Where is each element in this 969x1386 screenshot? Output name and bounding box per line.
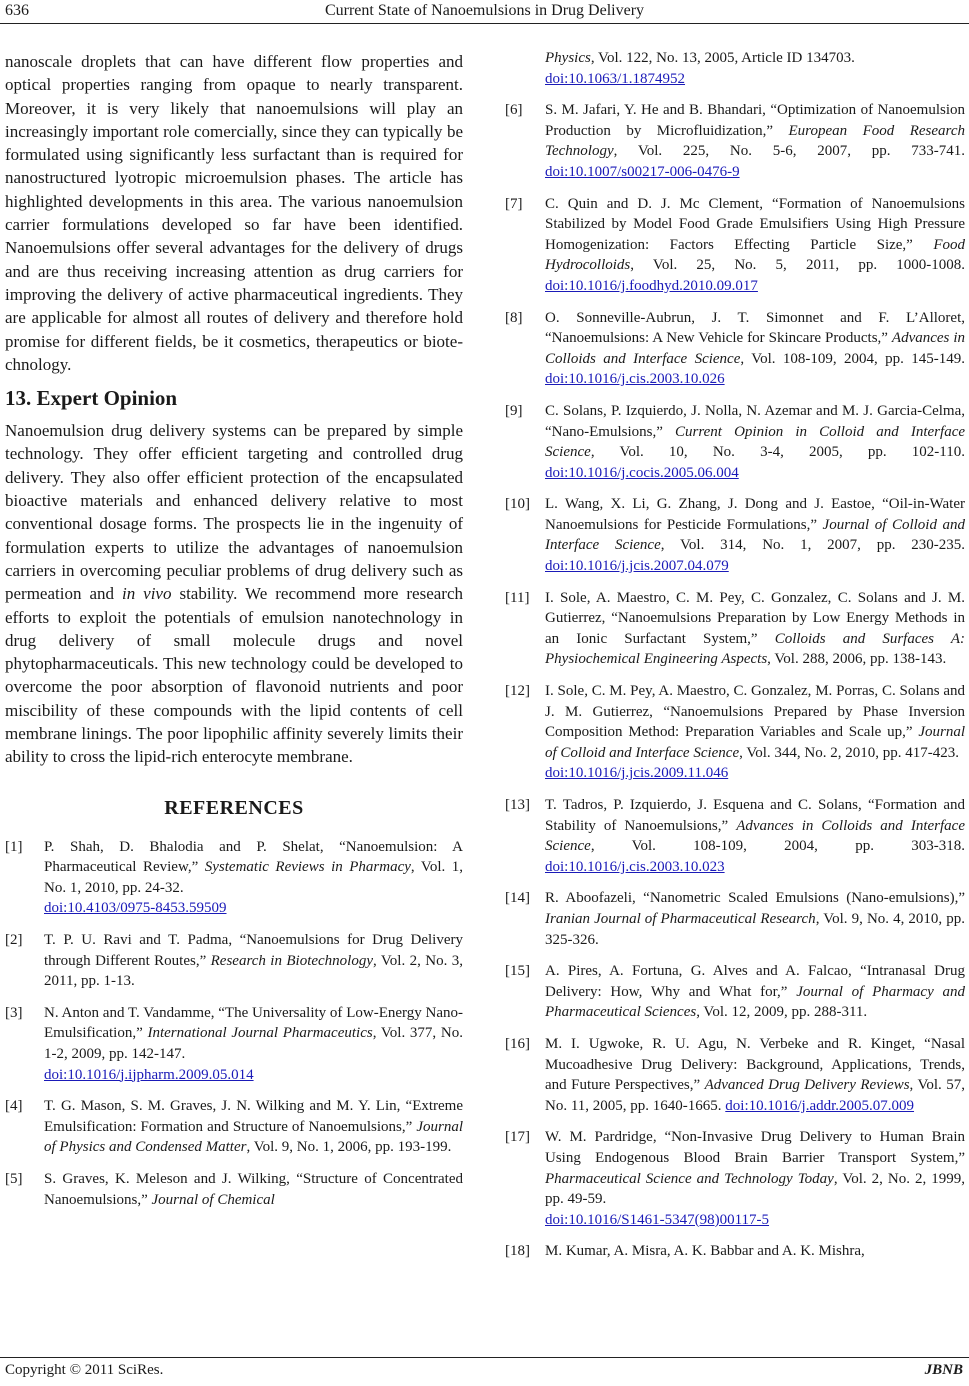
ref-details: , Vol. 108-109, 2004, pp. 303-318. (590, 838, 965, 855)
expert-opinion-heading: 13. Expert Opinion (5, 386, 178, 411)
ref-journal: Journal of Chemical (151, 1191, 275, 1208)
ref-number: [17] (505, 1129, 530, 1146)
reference-item (505, 1127, 965, 1230)
reference-item (505, 888, 965, 950)
ref-number: [14] (505, 890, 530, 907)
left-column (5, 50, 463, 1221)
ref-details: , Vol. 1, No. 1, 2010, pp. 24-32. (44, 859, 464, 896)
ref-doi-link[interactable]: doi:10.1016/j.foodhyd.2010.09.017 (545, 277, 758, 294)
reference-item (5, 837, 463, 919)
ref-number: [18] (505, 1243, 530, 1260)
expert-opinion-text-b: stability. We recommend more research efforts to exploit the potentials of emulsion nanotechnology in drug delivery of small molecule drugs and novel phytopharmaceuticals. This new technology could be developed to overcome the poor absorption of flavonoid nutrients and poor miscibility of these compounds with the lipid contents of cell membrane linings. The poor lipophilic affinity severely limits their ability to cross the lipid-rich enterocyte membrane. (5, 584, 463, 767)
ref-doi-link[interactable]: doi:10.1063/1.1874952 (545, 70, 686, 87)
ref-authors-title: M. I. Ugwoke, R. U. Agu, N. Verbeke and R. Kinget, “Nasal Mucoadhesive Drug Delivery: Background, Applications, Trends, and Future Perspectives,” (545, 1035, 965, 1094)
ref-journal: Journal of Colloid and Interface Science (545, 516, 965, 554)
intro-paragraph: nanoscale droplets that can have different flow properties and optical properties ranging from opaque to nearly transparent. Moreover, it is very likely that nanoemulsions will play an increasingly important role comercially, since they can typically be formulated using significantly less surfactant than is required for nanostructured lyotropic microemulsion phases. The article has highlighted developments in this area. The various nanoemulsion carrier formulations developed so far have been identified. Nanoemulsions offer several advantages for the delivery of drugs and are thus receiving increasing attention as drug carriers for improving the delivery of active pharmaceutical ingredients. They are applicable for almost all routes of delivery and therefore hold promise for different fields, be it cosmetics, therapeutics or biotechnology. (5, 52, 463, 374)
ref-number: [3] (5, 1004, 23, 1021)
ref-doi-link[interactable]: doi:10.1007/s00217-006-0476-9 (545, 163, 740, 180)
ref-authors-title: A. Pires, A. Fortuna, G. Alves and A. Falcao, “Intranasal Drug Delivery: How, Why and What for,” (545, 963, 965, 1000)
reference-item (505, 961, 965, 1023)
ref-number: [7] (505, 195, 523, 212)
ref-authors-title: T. P. U. Ravi and T. Padma, “Nanoemulsions for Drug Delivery through Different Routes,” (44, 931, 463, 969)
reference-item (505, 588, 965, 670)
ref-journal: Journal of Pharmacy and Pharmaceutical Sciences (545, 983, 966, 1021)
ref-details: , Vol. 2, No. 3, 2011, pp. 1-13. (44, 952, 463, 990)
ref-doi-link[interactable]: doi:10.1016/j.ijpharm.2009.05.014 (44, 1066, 254, 1083)
expert-opinion-paragraph (5, 419, 463, 768)
ref-number: [9] (505, 402, 523, 419)
reference-item (505, 1241, 965, 1262)
ref-doi-link[interactable]: doi:10.1016/j.cis.2003.10.023 (545, 858, 725, 875)
ref-number: [11] (505, 589, 530, 606)
ref-journal: Journal of Colloid and Interface Science (545, 724, 965, 761)
page-header (0, 0, 969, 26)
reference-item (505, 1034, 965, 1116)
reference-item (5, 1096, 463, 1158)
ref-details: , Vol. 10, No. 3-4, 2005, pp. 102-110. (590, 444, 965, 461)
copyright-text: Copyright © 2011 SciRes. (5, 1362, 164, 1378)
ref-number: [6] (505, 102, 523, 119)
ref-authors-title: I. Sole, A. Maestro, C. M. Pey, C. Gonzalez, C. Solans and J. M. Gutierrez, “Nanoemulsions Preparation by Low Energy Methods in an Ionic Surfactant System,” (545, 589, 965, 647)
ref-details: , Vol. 9, No. 1, 2006, pp. 193-199. (246, 1139, 452, 1156)
ref-details: , Vol. 314, No. 1, 2007, pp. 230-235. (660, 537, 965, 554)
ref-authors-title: C. Quin and D. J. Mc Clement, “Formation of Nanoemulsions Stabilized by Model Food Grade Emulsifiers Using High Pressure Homogenization: Factors Effecting Particle Size,” (545, 195, 965, 253)
reference-item (505, 681, 965, 784)
ref-journal: Advances in Colloids and Interface Science (545, 330, 965, 367)
ref-details: , Vol. 344, No. 2, 2010, pp. 417-423. (739, 744, 959, 761)
ref-authors-title: N. Anton and T. Vandamme, “The Universality of Low-Energy Nano-Emulsification,” (44, 1004, 463, 1042)
ref-authors-title: S. M. Jafari, Y. He and B. Bhandari, “Optimization of Nanoemulsion Production by Microfluidization,” (545, 102, 965, 139)
ref-number: [8] (505, 309, 523, 326)
ref-authors-title: I. Sole, C. M. Pey, A. Maestro, C. Gonzalez, M. Porras, C. Solans and J. M. Gutierrez, “Nanoemulsions Prepared by Phase Inversion Composition Method: Preparation Variables and Scale up,” (545, 683, 965, 741)
ref-journal: Systematic Reviews in Pharmacy (204, 859, 411, 876)
running-title: Current State of Nanoemulsions in Drug Delivery (324, 2, 645, 19)
ref-details: , Vol. 2, No. 2, 1999, pp. 49-59. (545, 1170, 965, 1208)
ref-number: [15] (505, 963, 530, 980)
footer-rule (0, 1357, 969, 1358)
ref-details: , Vol. 12, 2009, pp. 288-311. (696, 1004, 868, 1021)
ref-doi-link[interactable]: doi:10.1016/j.jcis.2007.04.079 (545, 558, 729, 575)
ref-details: , Vol. 25, No. 5, 2011, pp. 1000-1008. (630, 257, 965, 274)
ref-journal: Physics (545, 50, 591, 66)
ref-number: [12] (505, 683, 530, 700)
ref-number: [1] (5, 838, 23, 855)
ref-journal: Advanced Drug Delivery Reviews (704, 1077, 910, 1094)
reference-item (505, 494, 965, 576)
ref-doi-link[interactable]: doi:10.1016/j.addr.2005.07.009 (725, 1097, 915, 1114)
ref-details: , Vol. 122, No. 13, 2005, Article ID 134703. (590, 50, 855, 66)
ref-number: [2] (5, 931, 23, 948)
expert-opinion-text-a: Nanoemulsion drug delivery systems can be prepared by simple technology. They offer efficient targeting and controlled drug delivery. They also offer efficient protection of the encapsulated bioactive materials and enhanced delivery relative to most conventional dosage forms. The prospects lie in the ingenuity of formulation experts to utilize the advantages of nanoemulsion carriers in overcoming peculiar problems of drug delivery such as permeation and (5, 421, 463, 604)
ref-details: , Vol. 225, No. 5-6, 2007, pp. 733-741. (613, 143, 965, 160)
reference-item (505, 308, 965, 390)
ref-authors-title: W. M. Pardridge, “Non-Invasive Drug Delivery to Human Brain Using Endogenous Blood Brain Barrier Transport System,” (545, 1129, 965, 1166)
ref-authors-title: O. Sonneville-Aubrun, J. T. Simonnet and F. L’Alloret, “Nanoemulsions: A New Vehicle for Skincare Products,” (545, 309, 965, 347)
reference-item (505, 100, 965, 182)
reference-item (5, 930, 463, 992)
reference-item (5, 1169, 463, 1210)
ref-details: , Vol. 57, No. 11, 2005, pp. 1640-1665. (545, 1077, 965, 1114)
references-list-left (5, 837, 463, 1211)
ref-doi-link[interactable]: doi:10.1016/j.cocis.2005.06.004 (545, 464, 739, 481)
ref-doi-link[interactable]: doi:10.1016/S1461-5347(98)00117-5 (545, 1211, 770, 1228)
ref-details: , Vol. 288, 2006, pp. 138-143. (767, 651, 947, 668)
references-list-right (505, 100, 965, 1262)
ref-journal: Journal of Physics and Condensed Matter (44, 1118, 463, 1156)
ref-authors-title: S. Graves, K. Meleson and J. Wilking, “Structure of Concentrated Nanoemulsions,” (44, 1170, 463, 1208)
ref-journal: Colloids and Surfaces A: Physiochemical Engineering Aspects (545, 630, 965, 668)
ref-authors-title: T. G. Mason, S. M. Graves, J. N. Wilking and M. Y. Lin, “Extreme Emulsification: Formation and Structure of Nanoemulsions,” (44, 1098, 463, 1135)
ref-details: , Vol. 108-109, 2004, pp. 145-149. (740, 350, 965, 367)
page-footer (0, 1357, 969, 1381)
ref-details: , Vol. 377, No. 1-2, 2009, pp. 142-147. (44, 1025, 463, 1062)
ref-journal: Pharmaceutical Science and Technology Today (545, 1170, 834, 1187)
ref-authors-title: L. Wang, X. Li, G. Zhang, J. Dong and J. Eastoe, “Oil-in-Water Nanoemulsions for Pesticide Formulations,” (545, 496, 965, 533)
reference-item (505, 795, 965, 877)
ref-authors-title: P. Shah, D. Bhalodia and P. Shelat, “Nanoemulsion: A Pharmaceutical Review,” (44, 838, 463, 876)
header-rule (0, 23, 969, 24)
ref-authors-title: C. Solans, P. Izquierdo, J. Nolla, N. Azemar and M. J. Garcia-Celma, “Nano-Emulsions,” (545, 402, 965, 440)
ref-doi-link[interactable]: doi:10.1016/j.jcis.2009.11.046 (545, 765, 729, 782)
ref-number: [4] (5, 1098, 23, 1115)
page-number: 636 (5, 2, 29, 19)
ref-doi-link[interactable]: doi:10.1016/j.cis.2003.10.026 (545, 371, 725, 388)
reference-item (5, 1003, 463, 1085)
ref-doi-link[interactable]: doi:10.4103/0975-8453.59509 (44, 900, 227, 917)
journal-abbrev: JBNB (924, 1362, 963, 1378)
ref-authors-title: T. Tadros, P. Izquierdo, J. Esquena and C. Solans, “Formation and Stability of Nanoemulsions,” (545, 797, 965, 834)
expert-opinion-italic: in vivo (121, 584, 172, 604)
reference-5-continuation (505, 48, 965, 89)
references-heading: REFERENCES (164, 796, 304, 819)
ref-number: [13] (505, 797, 530, 813)
ref-journal: Current Opinion in Colloid and Interface Science (545, 423, 966, 461)
ref-journal: Research in Biotechnology (210, 952, 374, 969)
ref-journal: International Journal Pharmaceutics (147, 1025, 373, 1042)
ref-number: [5] (5, 1170, 23, 1187)
ref-journal: Food Hydrocolloids (545, 236, 965, 274)
ref-authors-title: R. Aboofazeli, “Nanometric Scaled Emulsions (Nano-emulsions),” (545, 890, 965, 907)
reference-item (505, 401, 965, 483)
reference-item (505, 194, 965, 297)
ref-authors-title: M. Kumar, A. Misra, A. K. Babbar and A. K. Mishra, (545, 1243, 865, 1260)
ref-journal: European Food Research Technology (545, 122, 965, 160)
ref-journal: Advances in Colloids and Interface Science (545, 817, 965, 855)
ref-details: , Vol. 9, No. 4, 2010, pp. 325-326. (545, 910, 965, 948)
ref-number: [10] (505, 496, 530, 513)
ref-journal: Iranian Journal of Pharmaceutical Research (545, 910, 816, 927)
right-column (505, 48, 965, 1273)
ref-number: [16] (505, 1035, 530, 1052)
